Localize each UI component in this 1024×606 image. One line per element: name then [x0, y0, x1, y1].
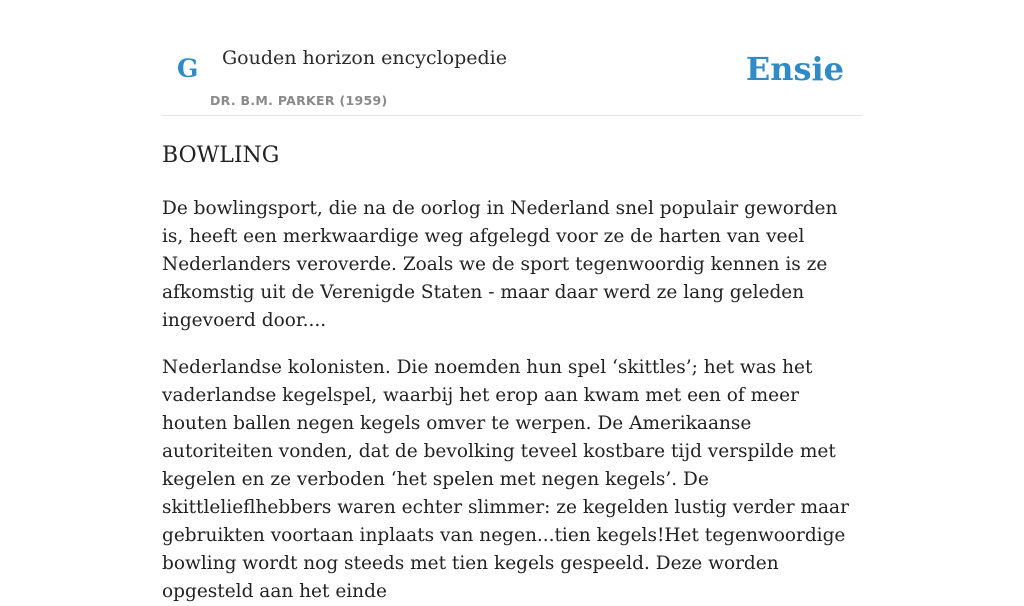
article-title: BOWLING	[162, 143, 280, 168]
article-paragraph: De bowlingsport, die na de oorlog in Nederland snel populair geworden is, heeft een merkwaardige weg afgelegd voor ze de harten van veel Nederlanders veroverde. Zoals we de sport tegenwoordig kennen is ze afkomstig uit de Verenigde Staten - maar daar werd ze lang geleden ingevoerd door....	[162, 198, 838, 331]
book-author: DR. B.M. PARKER (1959)	[210, 93, 388, 108]
article-paragraph: Nederlandse kolonisten. Die noemden hun spel ‘skittles’; het was het vaderlandse kegelspel, waarbij het erop aan kwam met een of meer houten ballen negen kegels omver te werpen. De Amerikaanse autoriteiten vonden, dat de bevolking teveel kostbare tijd verspilde met kegelen en ze verboden ‘het spelen met negen kegels’. De skittlelieflhebbers waren echter slimmer: ze kegelden lustig verder maar gebruikten voortaan inplaats van negen...tien kegels!Het tegenwoordige bowling wordt nog steeds met tien kegels gespeeld. Deze worden opgesteld aan het einde	[162, 357, 849, 602]
book-title[interactable]: Gouden horizon encyclopedie	[222, 47, 507, 69]
content-container	[162, 0, 862, 606]
book-logo-letter: G	[177, 54, 199, 83]
article	[162, 116, 862, 606]
page-header	[162, 0, 862, 116]
site-logo-link[interactable]: Ensie	[745, 50, 844, 88]
